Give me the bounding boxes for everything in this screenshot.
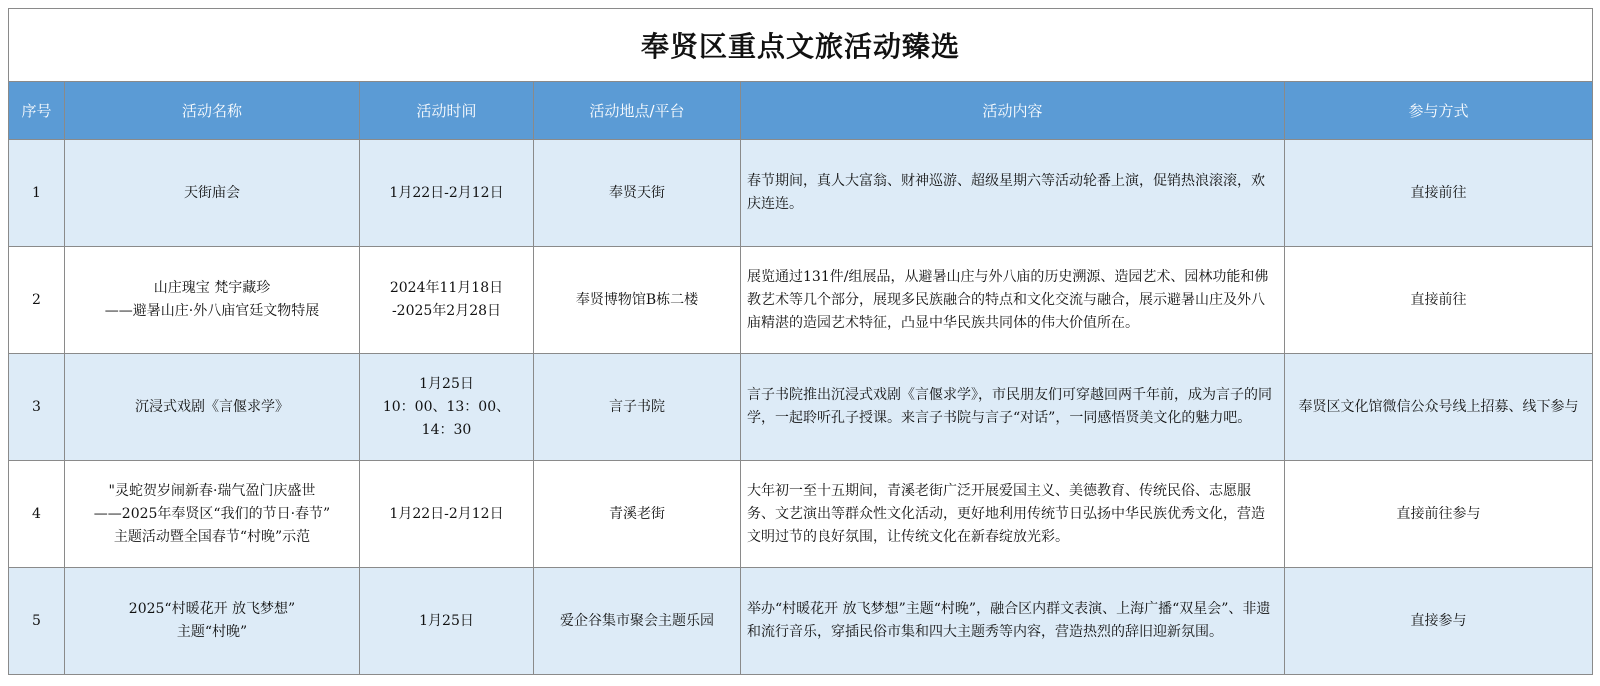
cell-place: 言子书院: [534, 354, 741, 461]
cell-time: 1月22日-2月12日: [360, 140, 534, 247]
table-row: [9, 354, 1593, 461]
cell-content: 展览通过131件/组展品，从避暑山庄与外八庙的历史溯源、造园艺术、园林功能和佛教艺术等几个部分，展现多民族融合的特点和文化交流与融合，展示避暑山庄及外八庙精湛的造园艺术特征，凸显中华民族共同体的伟大价值所在。: [741, 247, 1285, 354]
cell-method: 直接前往: [1285, 247, 1593, 354]
cell-index: 5: [9, 568, 65, 675]
cell-index: 2: [9, 247, 65, 354]
cell-time: 1月25日 10：00、13：00、 14：30: [360, 354, 534, 461]
cell-place: 奉贤博物馆B栋二楼: [534, 247, 741, 354]
table-row: [9, 247, 1593, 354]
cell-content: 言子书院推出沉浸式戏剧《言偃求学》，市民朋友们可穿越回两千年前，成为言子的同学，一起聆听孔子授课。来言子书院与言子“对话”，一同感悟贤美文化的魅力吧。: [741, 354, 1285, 461]
cell-method: 直接前往: [1285, 140, 1593, 247]
table-title: 奉贤区重点文旅活动臻选: [9, 9, 1593, 82]
cell-name: 2025“村暖花开 放飞梦想” 主题“村晚”: [65, 568, 360, 675]
cell-place: 奉贤天街: [534, 140, 741, 247]
header-place: 活动地点/平台: [534, 82, 741, 140]
header-name: 活动名称: [65, 82, 360, 140]
cell-place: 爱企谷集市聚会主题乐园: [534, 568, 741, 675]
table-row: [9, 568, 1593, 675]
cell-content: 举办“村暖花开 放飞梦想”主题“村晚”，融合区内群文表演、上海广播“双星会”、非遗和流行音乐，穿插民俗市集和四大主题秀等内容，营造热烈的辞旧迎新氛围。: [741, 568, 1285, 675]
header-index: 序号: [9, 82, 65, 140]
cell-time: 1月22日-2月12日: [360, 461, 534, 568]
header-content: 活动内容: [741, 82, 1285, 140]
cell-index: 3: [9, 354, 65, 461]
cell-method: 直接前往参与: [1285, 461, 1593, 568]
cell-name: 山庄瑰宝 梵宇藏珍 ——避暑山庄·外八庙官廷文物特展: [65, 247, 360, 354]
cell-index: 1: [9, 140, 65, 247]
cell-place: 青溪老街: [534, 461, 741, 568]
cell-content: 大年初一至十五期间，青溪老街广泛开展爱国主义、美德教育、传统民俗、志愿服务、文艺演出等群众性文化活动，更好地利用传统节日弘扬中华民族优秀文化，营造文明过节的良好氛围，让传统文化在新春绽放光彩。: [741, 461, 1285, 568]
cell-time: 1月25日: [360, 568, 534, 675]
cell-method: 奉贤区文化馆微信公众号线上招募、线下参与: [1285, 354, 1593, 461]
cell-name: 天街庙会: [65, 140, 360, 247]
cell-index: 4: [9, 461, 65, 568]
cell-name-text: "灵蛇贺岁闹新春·瑞气盈门庆盛世 ——2025年奉贤区“我们的节日·春节” 主题活动暨全国春节“村晚”示范: [93, 482, 331, 545]
header-method: 参与方式: [1285, 82, 1593, 140]
cell-name: 沉浸式戏剧《言偃求学》: [65, 354, 360, 461]
cell-method: 直接参与: [1285, 568, 1593, 675]
spreadsheet: [8, 8, 1592, 680]
cell-content: 春节期间，真人大富翁、财神巡游、超级星期六等活动轮番上演，促销热浪滚滚，欢庆连连。: [741, 140, 1285, 247]
table-row: [9, 461, 1593, 568]
header-time: 活动时间: [360, 82, 534, 140]
table-row: [9, 140, 1593, 247]
header-row: [9, 82, 1593, 140]
cell-time: 2024年11月18日 -2025年2月28日: [360, 247, 534, 354]
activity-table: [8, 8, 1593, 675]
cell-name: [65, 461, 360, 568]
